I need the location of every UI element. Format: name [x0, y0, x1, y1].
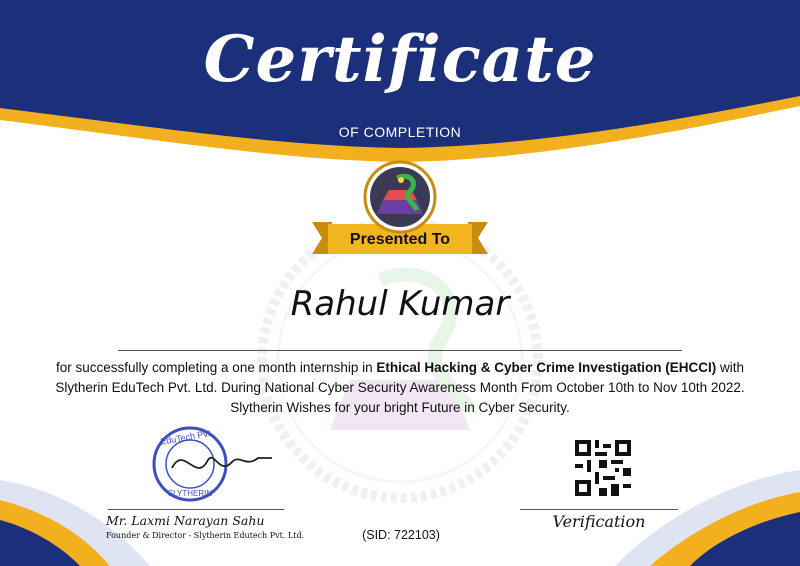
signatory-role: Founder & Director - Slytherin Edutech Pvt. Ltd.: [106, 531, 305, 540]
body-text-part3: with Slytherin EduTech Pvt. Ltd. During National Cyber Security Awareness Month From October 10th to Nov 10th 2022. Slytherin Wishes for your bright Future in Cyber Security.: [55, 360, 745, 415]
presented-to-label: Presented To: [349, 231, 451, 248]
signatory-name: Mr. Laxmi Narayan Sahu: [106, 513, 265, 528]
svg-text:EduTech Pvt: EduTech Pvt: [159, 428, 212, 447]
student-id: (SID: 722103): [362, 528, 440, 542]
signature-underline: [108, 509, 284, 510]
recipient-underline: [118, 350, 682, 351]
course-name: Ethical Hacking & Cyber Crime Investigation: [376, 360, 662, 375]
verification-label: Verification: [552, 512, 646, 531]
verification-qr-code: [575, 440, 631, 496]
verification-underline: [520, 509, 678, 510]
company-logo-emblem: [363, 160, 437, 234]
certificate-body-text: [55, 358, 745, 418]
course-code: (EHCCI): [665, 360, 717, 375]
recipient-name: Rahul Kumar: [290, 284, 510, 324]
body-text-part1: for successfully completing a one month internship in: [55, 360, 377, 375]
certificate-title: Certificate: [203, 22, 597, 97]
svg-text:SLYTHERIN: SLYTHERIN: [167, 489, 213, 498]
signature-scribble: [172, 458, 272, 468]
certificate-subtitle: OF COMPLETION: [338, 124, 462, 140]
company-seal-stamp: [150, 424, 300, 504]
